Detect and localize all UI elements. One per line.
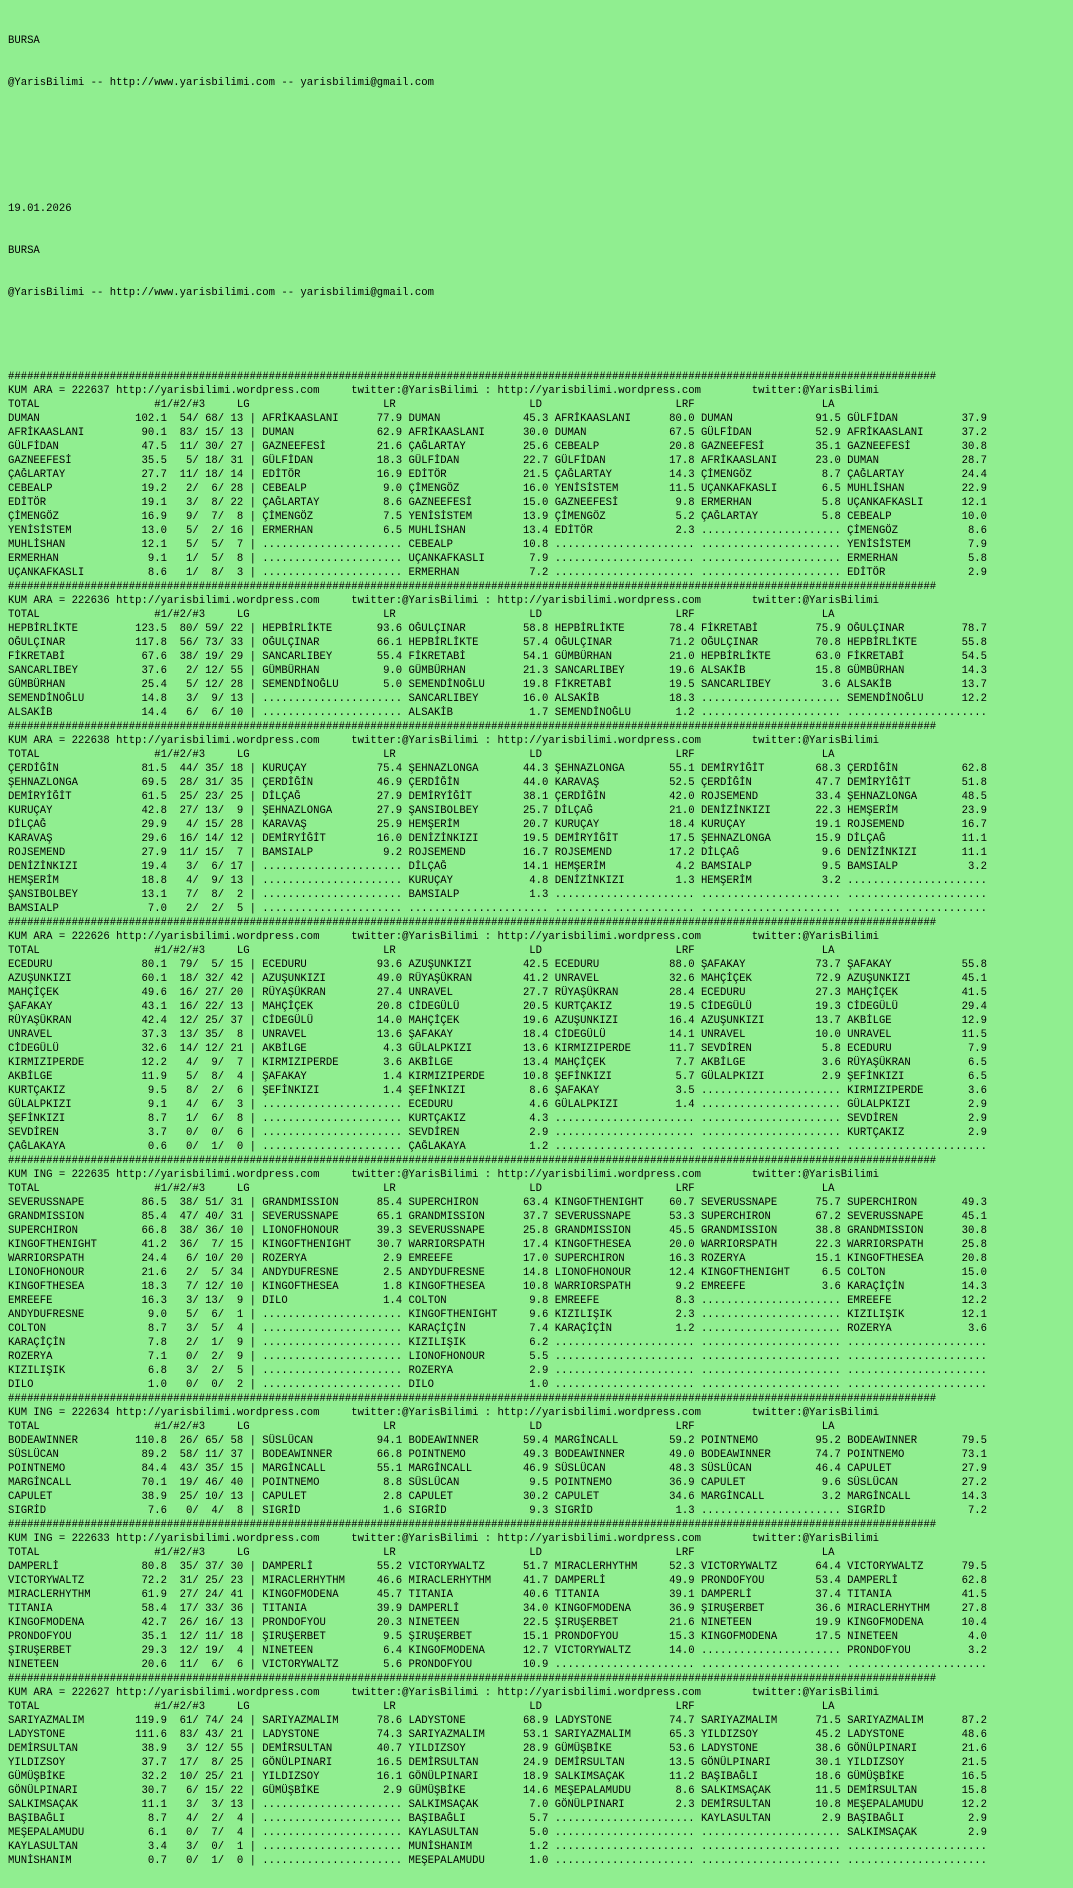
table-row: BAMSIALP 7.0 2/ 2/ 5 | ...................... ...................... ...................... ...................... ...................... bbox=[8, 903, 988, 915]
table-row: AZUŞUNKIZI 60.1 18/ 32/ 42 | AZUŞUNKIZI 49.0 RÜYAŞÜKRAN 41.2 UNRAVEL 32.6 MAHÇİÇEK 72.9 AZUŞUNKIZI 45.1 bbox=[8, 973, 988, 985]
separator-line: ################################################################################################################################################## bbox=[8, 917, 937, 929]
table-row: ŞANSIBOLBEY 13.1 7/ 8/ 2 | ...................... BAMSIALP 1.3 ...................... ...................... ...................... bbox=[8, 889, 988, 901]
column-header: TOTAL #1/#2/#3 LG LR LD LRF LA bbox=[8, 609, 835, 621]
table-row: SÜSLÜCAN 89.2 58/ 11/ 37 | BODEAWINNER 66.8 POINTNEMO 49.3 BODEAWINNER 49.0 BODEAWINNER 74.7 POINTNEMO 73.1 bbox=[8, 1449, 988, 1461]
table-row: COLTON 8.7 3/ 5/ 4 | ...................... KARAÇİÇİN 7.4 KARAÇİÇİN 1.2 ...................... ROZERYA 3.6 bbox=[8, 1323, 988, 1335]
table-row: SUPERCHIRON 66.8 38/ 36/ 10 | LIONOFHONOUR 39.3 SEVERUSSNAPE 25.8 GRANDMISSION 45.5 GRANDMISSION 38.8 GRANDMISSION 30.8 bbox=[8, 1225, 988, 1237]
table-row: GÜMBÜRHAN 25.4 5/ 12/ 28 | SEMENDİNOĞLU 5.0 SEMENDİNOĞLU 19.8 FİKRETABİ 19.5 SANCARLIBEY 3.6 ALSAKİB 13.7 bbox=[8, 679, 988, 691]
table-row: GAZNEEFESİ 35.5 5/ 18/ 31 | GÜLFİDAN 18.3 GÜLFİDAN 22.7 GÜLFİDAN 17.8 AFRİKAASLANI 23.0 DUMAN 28.7 bbox=[8, 455, 988, 467]
race-title: KUM ARA = 222626 http://yarisbilimi.wordpress.com twitter:@YarisBilimi : http://yarisbilimi.wordpress.com twitter:@YarisBilimi bbox=[8, 931, 879, 943]
race-block bbox=[8, 720, 1065, 916]
table-row: GRANDMISSION 85.4 47/ 40/ 31 | SEVERUSSNAPE 65.1 GRANDMISSION 37.7 SEVERUSSNAPE 53.3 SUPERCHIRON 67.2 SEVERUSSNAPE 45.1 bbox=[8, 1211, 988, 1223]
table-row: ŞIRUŞERBET 29.3 12/ 19/ 4 | NINETEEN 6.4 KINGOFMODENA 12.7 VICTORYWALTZ 14.0 ...................... PRONDOFYOU 3.2 bbox=[8, 1645, 988, 1657]
separator-line: ################################################################################################################################################## bbox=[8, 1519, 937, 1531]
column-header: TOTAL #1/#2/#3 LG LR LD LRF LA bbox=[8, 1421, 835, 1433]
table-row: YILDIZSOY 37.7 17/ 8/ 25 | GÖNÜLPINARI 16.5 DEMİRSULTAN 24.9 DEMİRSULTAN 13.5 GÖNÜLPINARI 30.1 YILDIZSOY 21.5 bbox=[8, 1757, 988, 1769]
table-row: ANDYDUFRESNE 9.0 5/ 6/ 1 | ...................... KINGOFTHENIGHT 9.6 KIZILIŞIK 2.3 ...................... KIZILIŞIK 12.1 bbox=[8, 1309, 988, 1321]
table-row: HEMŞERİM 18.8 4/ 9/ 13 | ...................... KURUÇAY 4.8 DENİZİNKIZI 1.3 HEMŞERİM 3.2 ...................... bbox=[8, 875, 988, 887]
table-row: LIONOFHONOUR 21.6 2/ 5/ 34 | ANDYDUFRESNE 2.5 ANDYDUFRESNE 14.8 LIONOFHONOUR 12.4 KINGOFTHENIGHT 6.5 COLTON 15.0 bbox=[8, 1267, 988, 1279]
table-row: ROJSEMEND 27.9 11/ 15/ 7 | BAMSIALP 9.2 ROJSEMEND 16.7 ROJSEMEND 17.2 DİLÇAĞ 9.6 DENİZİNKIZI 11.1 bbox=[8, 847, 988, 859]
table-row: CAPULET 38.9 25/ 10/ 13 | CAPULET 2.8 CAPULET 30.2 CAPULET 34.6 MARGİNCALL 3.2 MARGİNCALL 14.3 bbox=[8, 1491, 988, 1503]
table-row: VICTORYWALTZ 72.2 31/ 25/ 23 | MIRACLERHYTHM 46.6 MIRACLERHYTHM 41.7 DAMPERLİ 49.9 PRONDOFYOU 53.4 DAMPERLİ 62.8 bbox=[8, 1575, 988, 1587]
table-row: KURTÇAKIZ 9.5 8/ 2/ 6 | ŞEFİNKIZI 1.4 ŞEFİNKIZI 8.6 ŞAFAKAY 3.5 ...................... KIRMIZIPERDE 3.6 bbox=[8, 1085, 988, 1097]
blank-line bbox=[8, 160, 1065, 174]
table-row: ŞEFİNKIZI 8.7 1/ 6/ 8 | ...................... KURTÇAKIZ 4.3 ...................... ...................... SEVDİREN 2.9 bbox=[8, 1113, 988, 1125]
table-row: SALKIMSAÇAK 11.1 3/ 3/ 13 | ...................... SALKIMSAÇAK 7.0 GÖNÜLPINARI 2.3 DEMİRSULTAN 10.8 MEŞEPALAMUDU 12.2 bbox=[8, 1799, 988, 1811]
table-row: ÇİMENGÖZ 16.9 9/ 7/ 8 | ÇİMENGÖZ 7.5 YENİSİSTEM 13.9 ÇİMENGÖZ 5.2 ÇAĞLARTAY 5.8 CEBEALP 10.0 bbox=[8, 511, 988, 523]
race-title: KUM ING = 222634 http://yarisbilimi.wordpress.com twitter:@YarisBilimi : http://yarisbilimi.wordpress.com twitter:@YarisBilimi bbox=[8, 1407, 879, 1419]
table-row: GÜLALPKIZI 9.1 4/ 6/ 3 | ...................... ECEDURU 4.6 GÜLALPKIZI 1.4 ...................... GÜLALPKIZI 2.9 bbox=[8, 1099, 988, 1111]
table-row: HEPBİRLİKTE 123.5 80/ 59/ 22 | HEPBİRLİKTE 93.6 OĞULÇINAR 58.8 HEPBİRLİKTE 78.4 FİKRETABİ 75.9 OĞULÇINAR 78.7 bbox=[8, 623, 988, 635]
table-row: EDİTÖR 19.1 3/ 8/ 22 | ÇAĞLARTAY 8.6 GAZNEEFESİ 15.0 GAZNEEFESİ 9.8 ERMERHAN 5.8 UÇANKAFKASLI 12.1 bbox=[8, 497, 988, 509]
separator-line: ################################################################################################################################################## bbox=[8, 1673, 937, 1685]
table-row: GÜMÜŞBİKE 32.2 10/ 25/ 21 | YILDIZSOY 16.1 GÖNÜLPINARI 18.9 SALKIMSAÇAK 11.2 BAŞIBAĞLI 18.6 GÜMÜŞBİKE 16.5 bbox=[8, 1771, 988, 1783]
column-header: TOTAL #1/#2/#3 LG LR LD LRF LA bbox=[8, 1701, 835, 1713]
table-row: KARAVAŞ 29.6 16/ 14/ 12 | DEMİRYİĞİT 16.0 DENİZİNKIZI 19.5 DEMİRYİĞİT 17.5 ŞEHNAZLONGA 15.9 DİLÇAĞ 11.1 bbox=[8, 833, 988, 845]
race-title: KUM ING = 222633 http://yarisbilimi.wordpress.com twitter:@YarisBilimi : http://yarisbilimi.wordpress.com twitter:@YarisBilimi bbox=[8, 1533, 879, 1545]
separator-line: ################################################################################################################################################## bbox=[8, 371, 937, 383]
table-row: DEMİRYİĞİT 61.5 25/ 23/ 25 | DİLÇAĞ 27.9 DEMİRYİĞİT 38.1 ÇERDİĞİN 42.0 ROJSEMEND 33.4 ŞEHNAZLONGA 48.5 bbox=[8, 791, 988, 803]
race-block bbox=[8, 1154, 1065, 1392]
table-row: FİKRETABİ 67.6 38/ 19/ 29 | SANCARLIBEY 55.4 FİKRETABİ 54.1 GÜMBÜRHAN 21.0 HEPBİRLİKTE 63.0 FİKRETABİ 54.5 bbox=[8, 651, 988, 663]
race-block bbox=[8, 580, 1065, 720]
table-row: SEVDİREN 3.7 0/ 0/ 6 | ...................... SEVDİREN 2.9 ...................... ...................... KURTÇAKIZ 2.9 bbox=[8, 1127, 988, 1139]
table-row: SEVERUSSNAPE 86.5 38/ 51/ 31 | GRANDMISSION 85.4 SUPERCHIRON 63.4 KINGOFTHENIGHT 60.7 SEVERUSSNAPE 75.7 SUPERCHIRON 49.3 bbox=[8, 1197, 988, 1209]
table-row: RÜYAŞÜKRAN 42.4 12/ 25/ 37 | CİDEGÜLÜ 14.0 MAHÇİÇEK 19.6 AZUŞUNKIZI 16.4 AZUŞUNKIZI 13.7 AKBİLGE 12.9 bbox=[8, 1015, 988, 1027]
table-row: KAYLASULTAN 3.4 3/ 0/ 1 | ...................... MUNİSHANIM 1.2 ...................... ...................... ...................... bbox=[8, 1841, 988, 1853]
race-title: KUM ARA = 222636 http://yarisbilimi.wordpress.com twitter:@YarisBilimi : http://yarisbilimi.wordpress.com twitter:@YarisBilimi bbox=[8, 595, 879, 607]
race-block bbox=[8, 916, 1065, 1154]
race-block bbox=[8, 1672, 1065, 1868]
table-row: DEMİRSULTAN 38.9 3/ 12/ 55 | DEMİRSULTAN 40.7 YILDIZSOY 28.9 GÜMÜŞBİKE 53.6 LADYSTONE 38.6 GÖNÜLPINARI 21.6 bbox=[8, 1743, 988, 1755]
table-row: YENİSİSTEM 13.0 5/ 2/ 16 | ERMERHAN 6.5 MUHLİSHAN 13.4 EDİTÖR 2.3 ...................... ÇİMENGÖZ 8.6 bbox=[8, 525, 988, 537]
table-row: ROZERYA 7.1 0/ 2/ 9 | ...................... LIONOFHONOUR 5.5 ...................... ...................... ...................... bbox=[8, 1351, 988, 1363]
table-row: KINGOFMODENA 42.7 26/ 16/ 13 | PRONDOFYOU 20.3 NINETEEN 22.5 ŞIRUŞERBET 21.6 NINETEEN 19.9 KINGOFMODENA 10.4 bbox=[8, 1617, 988, 1629]
race-block bbox=[8, 370, 1065, 580]
table-row: GÜLFİDAN 47.5 11/ 30/ 27 | GAZNEEFESİ 21.6 ÇAĞLARTAY 25.6 CEBEALP 20.8 GAZNEEFESİ 35.1 GAZNEEFESİ 30.8 bbox=[8, 441, 988, 453]
table-row: WARRIORSPATH 24.4 6/ 10/ 20 | ROZERYA 2.9 EMREEFE 17.0 SUPERCHIRON 16.3 ROZERYA 15.1 KINGOFTHESEA 20.8 bbox=[8, 1253, 988, 1265]
blank-line bbox=[8, 328, 1065, 342]
city-line: BURSA bbox=[8, 245, 40, 257]
table-row: NINETEEN 20.6 11/ 6/ 6 | VICTORYWALTZ 5.6 PRONDOFYOU 10.9 ...................... ...................... ...................... bbox=[8, 1659, 988, 1671]
table-row: MUNİSHANIM 0.7 0/ 1/ 0 | ...................... MEŞEPALAMUDU 1.0 ...................... ...................... ...................... bbox=[8, 1855, 988, 1867]
table-row: ŞEHNAZLONGA 69.5 28/ 31/ 35 | ÇERDİĞİN 46.9 ÇERDİĞİN 44.0 KARAVAŞ 52.5 ÇERDİĞİN 47.7 DEMİRYİĞİT 51.8 bbox=[8, 777, 988, 789]
table-row: PRONDOFYOU 35.1 12/ 11/ 18 | ŞIRUŞERBET 9.5 ŞIRUŞERBET 15.1 PRONDOFYOU 15.3 KINGOFMODENA 17.5 NINETEEN 4.0 bbox=[8, 1631, 988, 1643]
race-title: KUM ARA = 222638 http://yarisbilimi.wordpress.com twitter:@YarisBilimi : http://yarisbilimi.wordpress.com twitter:@YarisBilimi bbox=[8, 735, 879, 747]
separator-line: ################################################################################################################################################## bbox=[8, 1155, 937, 1167]
contact-line: @YarisBilimi -- http://www.yarisbilimi.com -- yarisbilimi@gmail.com bbox=[8, 287, 434, 299]
table-row: KURUÇAY 42.8 27/ 13/ 9 | ŞEHNAZLONGA 27.9 ŞANSIBOLBEY 25.7 DİLÇAĞ 21.0 DENİZİNKIZI 22.3 HEMŞERİM 23.9 bbox=[8, 805, 988, 817]
separator-line: ################################################################################################################################################## bbox=[8, 721, 937, 733]
table-row: MARGİNCALL 70.1 19/ 46/ 40 | POINTNEMO 8.8 SÜSLÜCAN 9.5 POINTNEMO 36.9 CAPULET 9.6 SÜSLÜCAN 27.2 bbox=[8, 1477, 988, 1489]
contact-line: @YarisBilimi -- http://www.yarisbilimi.com -- yarisbilimi@gmail.com bbox=[8, 77, 434, 89]
table-row: DAMPERLİ 80.8 35/ 37/ 30 | DAMPERLİ 55.2 VICTORYWALTZ 51.7 MIRACLERHYTHM 52.3 VICTORYWALTZ 64.4 VICTORYWALTZ 79.5 bbox=[8, 1561, 988, 1573]
table-row: KIRMIZIPERDE 12.2 4/ 9/ 7 | KIRMIZIPERDE 3.6 AKBİLGE 13.4 MAHÇİÇEK 7.7 AKBİLGE 3.6 RÜYAŞÜKRAN 6.5 bbox=[8, 1057, 988, 1069]
race-block bbox=[8, 1518, 1065, 1672]
table-row: DİLÇAĞ 29.9 4/ 15/ 28 | KARAVAŞ 25.9 HEMŞERİM 20.7 KURUÇAY 18.4 KURUÇAY 19.1 ROJSEMEND 16.7 bbox=[8, 819, 988, 831]
city-line: BURSA bbox=[8, 35, 40, 47]
table-row: ŞAFAKAY 43.1 16/ 22/ 13 | MAHÇİÇEK 20.8 CİDEGÜLÜ 20.5 KURTÇAKIZ 19.5 CİDEGÜLÜ 19.3 CİDEGÜLÜ 29.4 bbox=[8, 1001, 988, 1013]
race-title: KUM ARA = 222627 http://yarisbilimi.wordpress.com twitter:@YarisBilimi : http://yarisbilimi.wordpress.com twitter:@YarisBilimi bbox=[8, 1687, 879, 1699]
table-row: UÇANKAFKASLI 8.6 1/ 8/ 3 | ...................... ERMERHAN 7.2 ...................... ...................... EDİTÖR 2.9 bbox=[8, 567, 988, 579]
table-row: KIZILIŞIK 6.8 3/ 2/ 5 | ...................... ROZERYA 2.9 ...................... ...................... ...................... bbox=[8, 1365, 988, 1377]
table-row: POINTNEMO 84.4 43/ 35/ 15 | MARGİNCALL 55.1 MARGİNCALL 46.9 SÜSLÜCAN 48.3 SÜSLÜCAN 46.4 CAPULET 27.9 bbox=[8, 1463, 988, 1475]
table-row: CİDEGÜLÜ 32.6 14/ 12/ 21 | AKBİLGE 4.3 GÜLALPKIZI 13.6 KIRMIZIPERDE 11.7 SEVDİREN 5.8 ECEDURU 7.9 bbox=[8, 1043, 988, 1055]
race-title: KUM ARA = 222637 http://yarisbilimi.wordpress.com twitter:@YarisBilimi : http://yarisbilimi.wordpress.com twitter:@YarisBilimi bbox=[8, 385, 879, 397]
column-header: TOTAL #1/#2/#3 LG LR LD LRF LA bbox=[8, 749, 835, 761]
table-row: OĞULÇINAR 117.8 56/ 73/ 33 | OĞULÇINAR 66.1 HEPBİRLİKTE 57.4 OĞULÇINAR 71.2 OĞULÇINAR 70.8 HEPBİRLİKTE 55.8 bbox=[8, 637, 988, 649]
table-row: ÇAĞLAKAYA 0.6 0/ 1/ 0 | ...................... ÇAĞLAKAYA 1.2 ...................... ...................... ...................... bbox=[8, 1141, 988, 1153]
column-header: TOTAL #1/#2/#3 LG LR LD LRF LA bbox=[8, 1183, 835, 1195]
separator-line: ################################################################################################################################################## bbox=[8, 581, 937, 593]
table-row: BAŞIBAĞLI 8.7 4/ 2/ 4 | ...................... BAŞIBAĞLI 5.7 ...................... KAYLASULTAN 2.9 BAŞIBAĞLI 2.9 bbox=[8, 1813, 988, 1825]
table-row: DENİZİNKIZI 19.4 3/ 6/ 17 | ...................... DİLÇAĞ 14.1 HEMŞERİM 4.2 BAMSIALP 9.5 BAMSIALP 3.2 bbox=[8, 861, 988, 873]
table-row: SIGRİD 7.6 0/ 4/ 8 | SIGRİD 1.6 SIGRİD 9.3 SIGRİD 1.3 ...................... SIGRİD 7.2 bbox=[8, 1505, 988, 1517]
table-row: GÖNÜLPINARI 30.7 6/ 15/ 22 | GÜMÜŞBİKE 2.9 GÜMÜŞBİKE 14.6 MEŞEPALAMUDU 8.6 SALKIMSAÇAK 11.5 DEMİRSULTAN 15.8 bbox=[8, 1785, 988, 1797]
table-row: ÇERDİĞİN 81.5 44/ 35/ 18 | KURUÇAY 75.4 ŞEHNAZLONGA 44.3 ŞEHNAZLONGA 55.1 DEMİRYİĞİT 68.3 ÇERDİĞİN 62.8 bbox=[8, 763, 988, 775]
date-line: 19.01.2026 bbox=[8, 203, 72, 215]
table-row: BODEAWINNER 110.8 26/ 65/ 58 | SÜSLÜCAN 94.1 BODEAWINNER 59.4 MARGİNCALL 59.2 POINTNEMO 95.2 BODEAWINNER 79.5 bbox=[8, 1435, 988, 1447]
table-row: DILO 1.0 0/ 0/ 2 | ...................... DILO 1.0 ...................... ...................... ...................... bbox=[8, 1379, 988, 1391]
table-row: ALSAKİB 14.4 6/ 6/ 10 | ...................... ALSAKİB 1.7 SEMENDİNOĞLU 1.2 ...................... ...................... bbox=[8, 707, 988, 719]
table-row: KINGOFTHESEA 18.3 7/ 12/ 10 | KINGOFTHESEA 1.8 KINGOFTHESEA 10.8 WARRIORSPATH 9.2 EMREEFE 3.6 KARAÇİÇİN 14.3 bbox=[8, 1281, 988, 1293]
table-row: KINGOFTHENIGHT 41.2 36/ 7/ 15 | KINGOFTHENIGHT 30.7 WARRIORSPATH 17.4 KINGOFTHESEA 20.0 WARRIORSPATH 22.3 WARRIORSPATH 25.8 bbox=[8, 1239, 988, 1251]
table-row: ÇAĞLARTAY 27.7 11/ 18/ 14 | EDİTÖR 16.9 EDİTÖR 21.5 ÇAĞLARTAY 14.3 ÇİMENGÖZ 8.7 ÇAĞLARTAY 24.4 bbox=[8, 469, 988, 481]
table-row: CEBEALP 19.2 2/ 6/ 28 | CEBEALP 9.0 ÇİMENGÖZ 16.0 YENİSİSTEM 11.5 UÇANKAFKASLI 6.5 MUHLİSHAN 22.9 bbox=[8, 483, 988, 495]
table-row: SEMENDİNOĞLU 14.8 3/ 9/ 13 | ...................... SANCARLIBEY 16.0 ALSAKİB 18.3 ...................... SEMENDİNOĞLU 12.2 bbox=[8, 693, 988, 705]
table-row: SARIYAZMALIM 119.9 61/ 74/ 24 | SARIYAZMALIM 78.6 LADYSTONE 68.9 LADYSTONE 74.7 SARIYAZMALIM 71.5 SARIYAZMALIM 87.2 bbox=[8, 1715, 988, 1727]
table-row: MAHÇİÇEK 49.6 16/ 27/ 20 | RÜYAŞÜKRAN 27.4 UNRAVEL 27.7 RÜYAŞÜKRAN 28.4 ECEDURU 27.3 MAHÇİÇEK 41.5 bbox=[8, 987, 988, 999]
race-title: KUM ING = 222635 http://yarisbilimi.wordpress.com twitter:@YarisBilimi : http://yarisbilimi.wordpress.com twitter:@YarisBilimi bbox=[8, 1169, 879, 1181]
race-block bbox=[8, 1392, 1065, 1518]
column-header: TOTAL #1/#2/#3 LG LR LD LRF LA bbox=[8, 1547, 835, 1559]
table-row: ECEDURU 80.1 79/ 5/ 15 | ECEDURU 93.6 AZUŞUNKIZI 42.5 ECEDURU 88.0 ŞAFAKAY 73.7 ŞAFAKAY 55.8 bbox=[8, 959, 988, 971]
column-header: TOTAL #1/#2/#3 LG LR LD LRF LA bbox=[8, 945, 835, 957]
table-row: AFRİKAASLANI 90.1 83/ 15/ 13 | DUMAN 62.9 AFRİKAASLANI 30.0 DUMAN 67.5 GÜLFİDAN 52.9 AFRİKAASLANI 37.2 bbox=[8, 427, 988, 439]
table-row: AKBİLGE 11.9 5/ 8/ 4 | ŞAFAKAY 1.4 KIRMIZIPERDE 10.8 ŞEFİNKIZI 5.7 GÜLALPKIZI 2.9 ŞEFİNKIZI 6.5 bbox=[8, 1071, 988, 1083]
table-row: DUMAN 102.1 54/ 68/ 13 | AFRİKAASLANI 77.9 DUMAN 45.3 AFRİKAASLANI 80.0 DUMAN 91.5 GÜLFİDAN 37.9 bbox=[8, 413, 988, 425]
table-row: MEŞEPALAMUDU 6.1 0/ 7/ 4 | ...................... KAYLASULTAN 5.0 ...................... ...................... SALKIMSAÇAK 2.9 bbox=[8, 1827, 988, 1839]
races-container bbox=[8, 370, 1065, 1868]
table-row: TITANIA 58.4 17/ 33/ 36 | TITANIA 39.9 DAMPERLİ 34.0 KINGOFMODENA 36.9 ŞIRUŞERBET 36.6 MIRACLERHYTHM 27.8 bbox=[8, 1603, 988, 1615]
table-row: MUHLİSHAN 12.1 5/ 5/ 7 | ...................... CEBEALP 10.8 ...................... ...................... YENİSİSTEM 7.9 bbox=[8, 539, 988, 551]
table-row: ERMERHAN 9.1 1/ 5/ 8 | ...................... UÇANKAFKASLI 7.9 ...................... ...................... ERMERHAN 5.8 bbox=[8, 553, 988, 565]
table-row: MIRACLERHYTHM 61.9 27/ 24/ 41 | KINGOFMODENA 45.7 TITANIA 40.6 TITANIA 39.1 DAMPERLİ 37.4 TITANIA 41.5 bbox=[8, 1589, 988, 1601]
table-row: SANCARLIBEY 37.6 2/ 12/ 55 | GÜMBÜRHAN 9.0 GÜMBÜRHAN 21.3 SANCARLIBEY 19.6 ALSAKİB 15.8 GÜMBÜRHAN 14.3 bbox=[8, 665, 988, 677]
table-row: KARAÇİÇİN 7.8 2/ 1/ 9 | ...................... KIZILIŞIK 6.2 ...................... ...................... ...................... bbox=[8, 1337, 988, 1349]
separator-line: ################################################################################################################################################## bbox=[8, 1393, 937, 1405]
blank-line bbox=[8, 118, 1065, 132]
table-row: LADYSTONE 111.6 83/ 43/ 21 | LADYSTONE 74.3 SARIYAZMALIM 53.1 SARIYAZMALIM 65.3 YILDIZSOY 45.2 LADYSTONE 48.6 bbox=[8, 1729, 988, 1741]
table-row: EMREEFE 16.3 3/ 13/ 9 | DILO 1.4 COLTON 9.8 EMREEFE 8.3 ...................... EMREEFE 12.2 bbox=[8, 1295, 988, 1307]
column-header: TOTAL #1/#2/#3 LG LR LD LRF LA bbox=[8, 399, 835, 411]
table-row: UNRAVEL 37.3 13/ 35/ 8 | UNRAVEL 13.6 ŞAFAKAY 18.4 CİDEGÜLÜ 14.1 UNRAVEL 10.0 UNRAVEL 11.5 bbox=[8, 1029, 988, 1041]
